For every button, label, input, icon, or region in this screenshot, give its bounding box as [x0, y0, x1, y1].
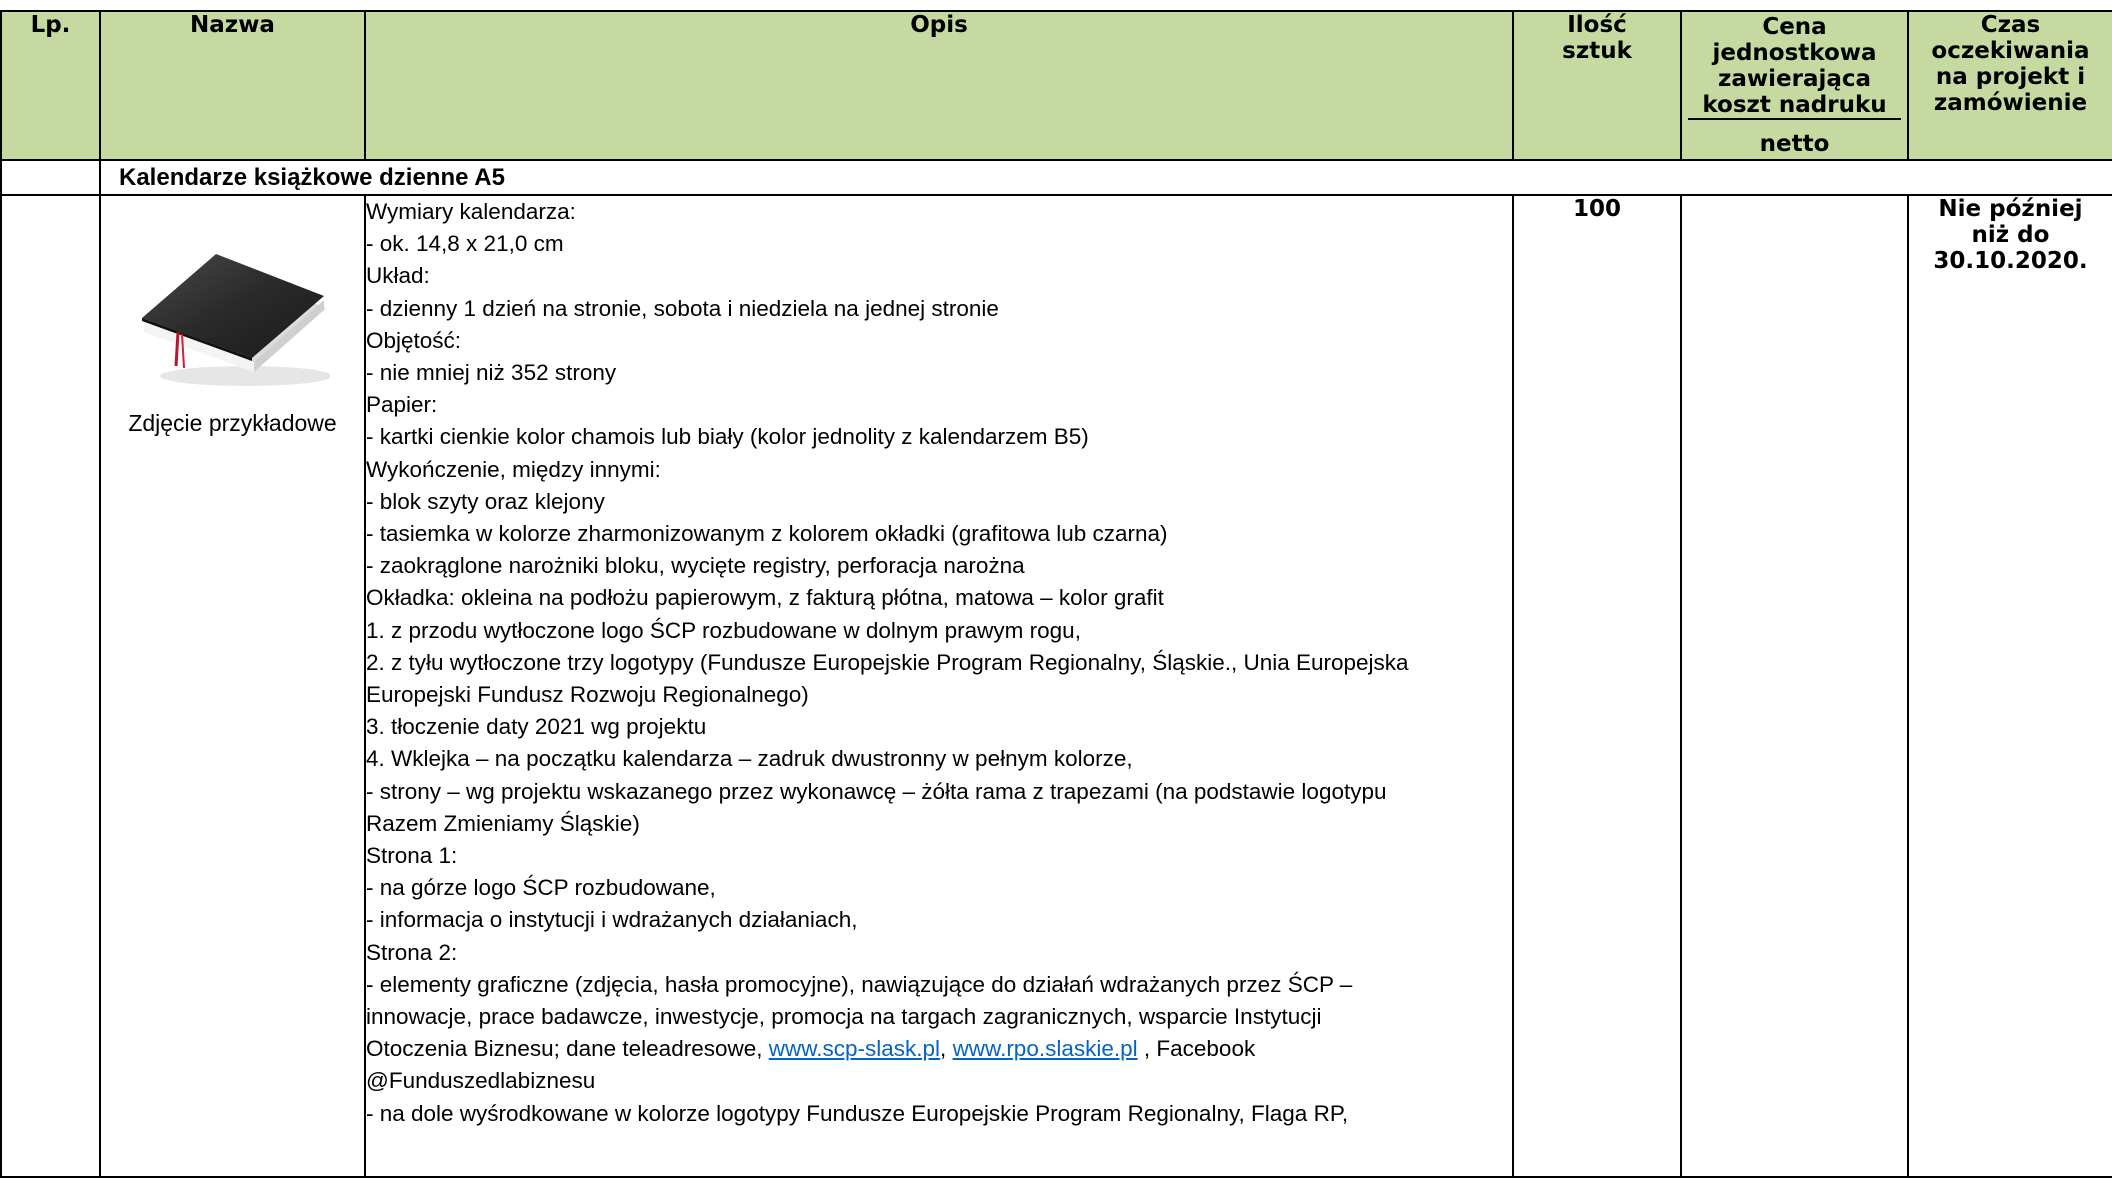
description-line: Strona 2:	[366, 939, 458, 965]
item-photo-cell	[100, 195, 365, 1177]
description-line: 1. z przodu wytłoczone logo ŚCP rozbudowane w dolnym prawym rogu,	[366, 617, 1081, 643]
description-line: - nie mniej niż 352 strony	[366, 360, 617, 386]
description-line: Okładka: okleina na podłożu papierowym, z fakturą płótna, matowa – kolor grafit	[366, 585, 1164, 611]
description-line: Układ:	[366, 263, 430, 289]
description-line: - informacja o instytucji i wdrażanych działaniach,	[366, 907, 858, 933]
description-line: Europejski Fundusz Rozwoju Regionalnego)	[366, 682, 809, 708]
header-cena	[1681, 11, 1908, 131]
description-line: - ok. 14,8 x 21,0 cm	[366, 231, 564, 257]
item-description	[365, 195, 1513, 1177]
description-line: Objętość:	[366, 327, 462, 353]
description-line: Wymiary kalendarza:	[366, 199, 576, 224]
description-line: - na dole wyśrodkowane w kolorze logotypy Fundusze Europejskie Program Regionalny, Flaga RP,	[366, 1100, 1349, 1126]
header-netto: netto	[1681, 131, 1908, 160]
description-line: Wykończenie, między innymi:	[366, 456, 661, 482]
description-line: Papier:	[366, 392, 438, 418]
section-title: Kalendarze książkowe dzienne A5	[100, 160, 2112, 195]
book-calendar-image	[136, 238, 330, 394]
description-tail-lines	[366, 1065, 1512, 1129]
description-line: - dzienny 1 dzień na stronie, sobota i niedziela na jednej stronie	[366, 295, 999, 321]
item-lp-cell	[1, 195, 100, 1177]
header-cena-underline	[1688, 118, 1901, 120]
contact-suffix: , Facebook	[1137, 1036, 1256, 1062]
description-line: - tasiemka w kolorze zharmonizowanym z kolorem okładki (grafitowa lub czarna)	[366, 521, 1168, 547]
description-lines	[366, 196, 1512, 1033]
item-row	[1, 195, 2112, 1177]
header-lp: Lp.	[1, 11, 100, 160]
header-czas: Czas oczekiwania na projekt i zamówienie	[1908, 11, 2112, 160]
header-nazwa: Nazwa	[100, 11, 365, 160]
description-line: - strony – wg projektu wskazanego przez wykonawcę – żółta rama z trapezami (na podstawie logotypu	[366, 778, 1387, 804]
item-quantity: 100	[1513, 195, 1681, 1177]
link-scp-slask[interactable]: www.scp-slask.pl	[768, 1036, 941, 1062]
contact-separator: ,	[940, 1036, 953, 1062]
description-line: innowacje, prace badawcze, inwestycje, promocja na targach zagranicznych, wsparcie Instytucji	[366, 1004, 1322, 1030]
description-line: - kartki cienkie kolor chamois lub biały (kolor jednolity z kalendarzem B5)	[366, 424, 1089, 450]
specification-table	[0, 10, 2112, 1178]
description-line: - elementy graficzne (zdjęcia, hasła promocyjne), nawiązujące do działań wdrażanych przez ŚCP –	[366, 971, 1353, 997]
item-czas: Nie później niż do 30.10.2020.	[1908, 195, 2112, 1177]
header-opis: Opis	[365, 11, 1513, 160]
description-line: 2. z tyłu wytłoczone trzy logotypy (Fundusze Europejskie Program Regionalny, Śląskie., Unia Europejska	[366, 649, 1409, 675]
photo-caption: Zdjęcie przykładowe	[128, 410, 337, 436]
section-row	[1, 160, 2112, 195]
description-line: - na górze logo ŚCP rozbudowane,	[366, 875, 716, 901]
description-line: 3. tłoczenie daty 2021 wg projektu	[366, 714, 707, 740]
contact-prefix: Otoczenia Biznesu; dane teleadresowe,	[366, 1036, 769, 1062]
header-ilosc: Ilość sztuk	[1513, 11, 1681, 160]
header-row	[1, 11, 2112, 131]
description-line: - zaokrąglone narożniki bloku, wycięte registry, perforacja narożna	[366, 553, 1025, 579]
section-lp-cell	[1, 160, 100, 195]
description-line: 4. Wklejka – na początku kalendarza – zadruk dwustronny w pełnym kolorze,	[366, 746, 1133, 772]
description-line: Strona 1:	[366, 843, 458, 869]
description-line: - blok szyty oraz klejony	[366, 488, 605, 514]
description-contact-line	[366, 1033, 1512, 1065]
header-cena-label: Cena jednostkowa zawierająca koszt nadruku	[1702, 14, 1887, 118]
link-rpo-slaskie[interactable]: www.rpo.slaskie.pl	[952, 1036, 1138, 1062]
item-price-cell	[1681, 195, 1908, 1177]
description-line: @Funduszedlabiznesu	[366, 1068, 596, 1094]
description-line: Razem Zmieniamy Śląskie)	[366, 810, 640, 836]
